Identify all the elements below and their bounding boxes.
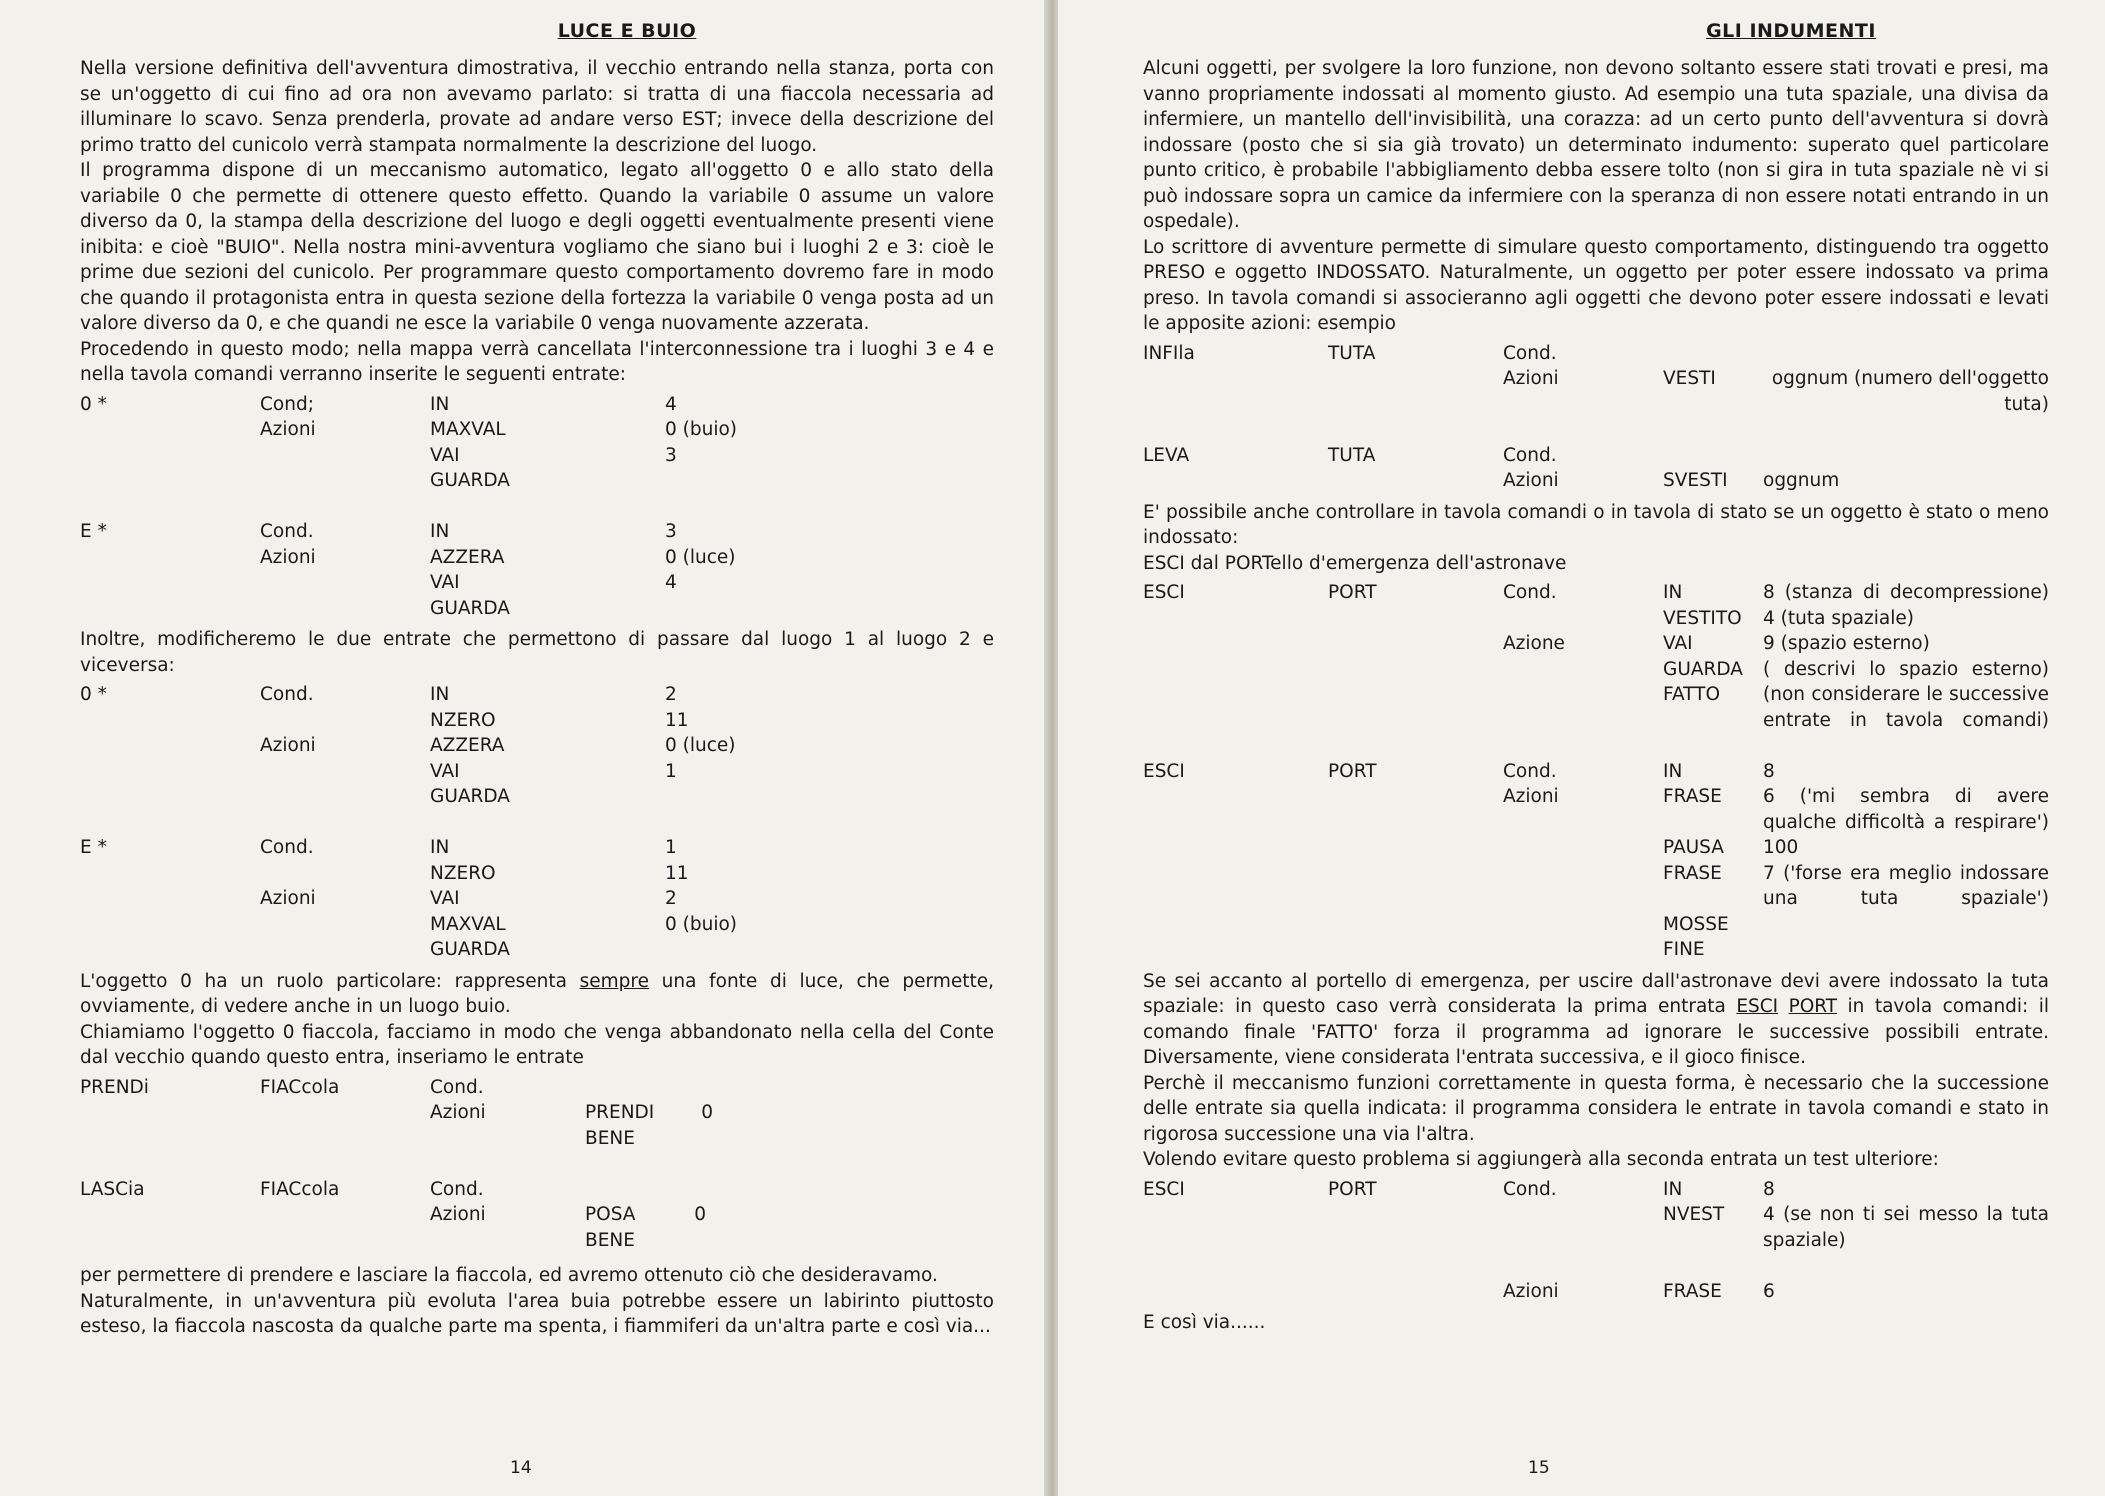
cell: [80, 1202, 260, 1228]
cell: 9 (spazio esterno): [1763, 633, 1930, 654]
cell: Cond.: [1503, 444, 1557, 466]
cell: Azioni: [260, 888, 316, 909]
cell: [1503, 835, 1663, 861]
cell: 6 ('mi sembra di avere qualche difficoltà a respirare'): [1763, 786, 2049, 833]
cell: [260, 1126, 430, 1152]
paragraph: E così via......: [1143, 1312, 1266, 1333]
cell: 3: [665, 444, 677, 466]
cell: IN: [1663, 1178, 1683, 1200]
cell: Cond.: [1503, 342, 1557, 364]
cell: PRENDi: [80, 1076, 149, 1098]
cell: [260, 596, 430, 622]
cell: ESCI: [1143, 582, 1185, 603]
cell: 0 (luce): [665, 735, 736, 756]
paragraph: [1143, 969, 2049, 1071]
cell: Azioni: [1503, 786, 1559, 807]
cell: [1143, 937, 1328, 963]
cell: IN: [1663, 582, 1683, 603]
cell: AZZERA: [430, 735, 505, 756]
cell: [1763, 341, 2049, 367]
cell: AZZERA: [430, 546, 505, 568]
cell: [260, 443, 430, 469]
cell: VAI: [1663, 633, 1693, 654]
page-number: 14: [510, 1458, 532, 1478]
cell: [80, 733, 260, 759]
cell: ( descrivi lo spazio esterno): [1763, 658, 2049, 680]
cell: [80, 784, 260, 810]
cell: (non considerare le successive entrate in tavola comandi): [1763, 684, 2049, 731]
cell: [665, 784, 994, 810]
cell: [80, 861, 260, 887]
cell: [1143, 682, 1328, 708]
cell: E *: [80, 837, 107, 858]
cell: Cond.: [260, 684, 314, 705]
cell: [1328, 657, 1503, 683]
cell: PORT: [1328, 582, 1377, 603]
cell: SVESTI: [1663, 470, 1728, 491]
cell: [1763, 443, 2049, 469]
cell: 0 (luce): [665, 546, 736, 568]
cell: VAI: [430, 760, 460, 782]
cell: [1328, 912, 1503, 938]
cell: Cond.: [430, 1076, 484, 1098]
cell: 100: [1763, 837, 1799, 858]
cell: Cond.: [430, 1178, 484, 1200]
cell: FRASE: [1663, 862, 1722, 884]
cell: [260, 784, 430, 810]
cell: [1328, 937, 1503, 963]
cell: [665, 468, 994, 494]
cell: Azioni: [260, 419, 316, 440]
cell: PRENDI 0: [585, 1102, 714, 1123]
cell: FIACcola: [260, 1178, 340, 1200]
cell: VAI: [430, 888, 460, 909]
cell: [1328, 835, 1503, 861]
cell: [80, 937, 260, 963]
cell: [585, 1075, 994, 1101]
cell: [1763, 937, 2049, 963]
cell: 4: [665, 572, 677, 593]
page-body: [80, 627, 994, 678]
cell: Cond.: [1503, 582, 1557, 603]
cell: IN: [430, 837, 450, 858]
cell: [80, 1100, 260, 1126]
page-title: GLI INDUMENTI: [1706, 20, 1876, 42]
cell: Azioni: [430, 1204, 486, 1225]
cell: 0 (buio): [665, 419, 738, 440]
cell: IN: [430, 393, 450, 415]
cell: [1143, 861, 1328, 887]
cell: NZERO: [430, 862, 496, 884]
cell: [260, 708, 430, 734]
cell: [585, 1177, 994, 1203]
cell: [260, 468, 430, 494]
cell: 0 (buio): [665, 913, 738, 935]
cell: oggnum (numero dell'oggetto tuta): [1771, 368, 2049, 415]
cell: [1503, 1202, 1663, 1228]
page-body: [80, 1263, 994, 1340]
underlined-word: sempre: [579, 970, 650, 992]
cell: PAUSA: [1663, 837, 1724, 858]
cell: 8: [1763, 760, 1775, 782]
cell: 4 (se non ti sei messo la tuta spaziale): [1763, 1204, 2049, 1251]
paragraph: Naturalmente, in un'avventura più evoluta l'area buia potrebbe essere un labirinto piuttosto esteso, la fiaccola nascosta da qualche parte ma spenta, i fiammiferi da un'altra parte e così via...: [80, 1290, 994, 1337]
cell: Azioni: [430, 1102, 486, 1123]
cell: MAXVAL: [430, 419, 506, 440]
paragraph: Chiamiamo l'oggetto 0 fiaccola, facciamo in modo che venga abbandonato nella cella del Conte dal vecchio quando questo entra, inseriamo le entrate: [80, 1021, 994, 1068]
cell: TUTA: [1328, 444, 1376, 466]
cell: ESCI: [1143, 1178, 1185, 1200]
underlined-word: PORT: [1788, 996, 1838, 1017]
cell: VAI: [430, 444, 460, 466]
cell: [1143, 366, 1328, 392]
cell: [1503, 937, 1663, 963]
cell: 7 ('forse era meglio indossare una tuta spaziale'): [1763, 862, 2049, 909]
cell: [1143, 1279, 1328, 1305]
cell: [1328, 784, 1503, 810]
cell: [80, 417, 260, 443]
cell: GUARDA: [430, 597, 510, 619]
cell: [1328, 606, 1503, 632]
paragraph: Volendo evitare questo problema si aggiungerà alla seconda entrata un test ulteriore:: [1143, 1149, 1939, 1170]
cell: Azioni: [260, 546, 316, 568]
cell: [260, 912, 430, 938]
cell: [80, 1228, 260, 1254]
cell: VESTI: [1663, 368, 1716, 389]
cell: FIACcola: [260, 1076, 340, 1098]
page-body: [1143, 969, 2049, 1173]
cell: MAXVAL: [430, 913, 506, 935]
cell: [1328, 861, 1503, 887]
cell: [1328, 1202, 1503, 1228]
cell: 2: [665, 684, 677, 705]
text-run: in tavola comandi: il comando finale 'FATTO' forza il programma ad ignorare le successive possibili entrate. Diversamente, viene considerata l'entrata successiva, e il gioco finisce.: [1143, 996, 2049, 1068]
cell: PORT: [1328, 760, 1377, 782]
cell: 1: [665, 760, 677, 782]
cell: [1328, 1279, 1503, 1305]
cell: [80, 912, 260, 938]
underlined-word: ESCI: [1736, 996, 1779, 1017]
cell: [1328, 682, 1503, 708]
paragraph: [80, 969, 994, 1020]
cell: [1143, 468, 1328, 494]
cell: LEVA: [1143, 444, 1190, 466]
cell: PORT: [1328, 1178, 1377, 1200]
cell: [260, 570, 430, 596]
page-body: [1143, 500, 2049, 577]
cell: [1143, 631, 1328, 657]
cell: [430, 1228, 585, 1254]
cell: Cond.: [1503, 1178, 1557, 1200]
cell: [260, 1100, 430, 1126]
cell: [1503, 657, 1663, 683]
command-table-2: [80, 682, 994, 963]
cell: [1143, 835, 1328, 861]
cell: Azioni: [260, 735, 316, 756]
cell: [665, 937, 994, 963]
cell: [1503, 682, 1663, 708]
cell: GUARDA: [1663, 658, 1743, 680]
paragraph: Procedendo in questo modo; nella mappa verrà cancellata l'interconnessione tra i luoghi 3 e 4 e nella tavola comandi verranno inserite le seguenti entrate:: [80, 338, 994, 385]
command-table-1: [1143, 341, 2049, 494]
page-left: [0, 0, 1050, 1496]
text-run: una fonte di luce, che permette, ovviamente, di vedere anche in un luogo buio.: [80, 970, 994, 1017]
cell: Cond;: [260, 393, 314, 415]
cell: 11: [665, 709, 689, 731]
cell: [80, 886, 260, 912]
cell: 0 *: [80, 393, 107, 415]
cell: [1663, 443, 1763, 469]
cell: 2: [665, 888, 677, 909]
cell: POSA 0: [585, 1204, 707, 1225]
cell: Azioni: [1503, 368, 1559, 389]
paragraph: Lo scrittore di avventure permette di simulare questo comportamento, distinguendo tra oggetto PRESO e oggetto INDOSSATO. Naturalmente, un oggetto per poter essere indossato va prima preso. In tavola comandi si associeranno agli oggetti che devono poter essere indossati e levati le apposite azioni: esempio: [1143, 236, 2049, 334]
page-right: [1058, 0, 2105, 1496]
cell: [1663, 341, 1763, 367]
paragraph: E' possibile anche controllare in tavola comandi o in tavola di stato se un oggetto è stato o meno indossato:: [1143, 501, 2049, 548]
cell: [260, 1228, 430, 1254]
cell: MOSSE: [1663, 913, 1729, 935]
cell: [260, 1202, 430, 1228]
cell: [1328, 468, 1503, 494]
cell: 6: [1763, 1280, 1775, 1302]
cell: TUTA: [1328, 342, 1376, 364]
cell: 8 (stanza di decompressione): [1763, 582, 2049, 603]
command-table-3: [1143, 1177, 2049, 1305]
cell: INFIla: [1143, 342, 1195, 364]
page-title: LUCE E BUIO: [557, 20, 697, 42]
cell: GUARDA: [430, 939, 510, 960]
cell: oggnum: [1763, 470, 1840, 491]
cell: GUARDA: [430, 786, 510, 807]
cell: FRASE: [1663, 1280, 1722, 1302]
cell: Azione: [1503, 633, 1565, 654]
cell: [1143, 1202, 1328, 1228]
cell: [1503, 606, 1663, 632]
cell: [80, 545, 260, 571]
command-table-2: [1143, 580, 2049, 963]
cell: [1763, 912, 2049, 938]
cell: 8: [1763, 1178, 1775, 1200]
page-body: [80, 56, 994, 388]
paragraph: Nella versione definitiva dell'avventura dimostrativa, il vecchio entrando nella stanza, porta con se un'oggetto di cui fino ad ora non avevamo parlato: si tratta di una fiaccola necessaria ad illuminare lo scavo. Senza prenderla, provate ad andare verso EST; invece della descrizione del primo tratto del cunicolo verrà stampata normalmente la descrizione del luogo.: [80, 58, 994, 156]
cell: VESTITO: [1663, 607, 1742, 629]
cell: Cond.: [260, 837, 314, 858]
cell: IN: [1663, 760, 1683, 782]
page-body: [80, 969, 994, 1071]
paragraph: Alcuni oggetti, per svolgere la loro funzione, non devono soltanto essere stati trovati e presi, ma vanno propriamente indossati al momento giusto. Ad esempio una tuta spaziale, una divisa da infermiere, un mantello dell'invisibilità, una corazza: ad un certo punto dell'avventura si dovrà indossare (posto che si sia già trovato) un determinato indumento: superato quel particolare punto critico, è probabile l'abbigliamento debba essere tolto (non si gira in tuta spaziale nè vi si può indossare sopra un camice da infermiere con la speranza di non essere notati entrando in un ospedale).: [1143, 58, 2049, 232]
paragraph: Inoltre, modificheremo le due entrate che permettono di passare dal luogo 1 al luogo 2 e viceversa:: [80, 629, 994, 676]
cell: BENE: [585, 1229, 635, 1251]
page-number: 15: [1528, 1458, 1550, 1478]
cell: 4: [665, 393, 677, 415]
cell: NVEST: [1663, 1204, 1725, 1225]
cell: [80, 708, 260, 734]
page-body: [1143, 56, 2049, 337]
cell: IN: [430, 684, 450, 705]
cell: [430, 1126, 585, 1152]
cell: BENE: [585, 1127, 635, 1149]
cell: [1328, 366, 1503, 392]
cell: [1143, 606, 1328, 632]
cell: FATTO: [1663, 684, 1720, 705]
cell: LASCia: [80, 1178, 145, 1200]
cell: ESCI: [1143, 760, 1185, 782]
command-table-1: [80, 392, 994, 622]
cell: [665, 596, 994, 622]
cell: [1143, 657, 1328, 683]
cell: 1: [665, 837, 677, 858]
cell: 4 (tuta spaziale): [1763, 607, 1914, 629]
cell: GUARDA: [430, 470, 510, 491]
cell: Azioni: [1503, 470, 1559, 491]
cell: [80, 1126, 260, 1152]
cell: [1143, 912, 1328, 938]
cell: Cond.: [260, 521, 314, 542]
cell: [1328, 631, 1503, 657]
cell: [1503, 912, 1663, 938]
cell: [260, 759, 430, 785]
cell: VAI: [430, 572, 460, 593]
cell: [80, 443, 260, 469]
cell: FRASE: [1663, 786, 1722, 807]
cell: [80, 468, 260, 494]
cell: 3: [665, 521, 677, 542]
cell: NZERO: [430, 709, 496, 731]
cell: [260, 861, 430, 887]
text-run: Se sei accanto al portello di emergenza, per uscire dall'astronave devi avere indossato la tuta spaziale: in questo caso verrà considerata la prima entrata: [1143, 970, 2049, 1017]
cell: Cond.: [1503, 760, 1557, 782]
paragraph: ESCI dal PORTello d'emergenza dell'astronave: [1143, 552, 1567, 574]
cell: 0 *: [80, 684, 107, 705]
cell: [1143, 784, 1328, 810]
page-body: [1143, 1310, 2049, 1336]
command-table-3: [80, 1075, 994, 1254]
cell: [80, 759, 260, 785]
cell: [80, 596, 260, 622]
cell: 11: [665, 862, 689, 884]
paragraph: Perchè il meccanismo funzioni correttamente in questa forma, è necessario che la successione delle entrate sia quella indicata: il programma considera le entrate in tavola comandi e stato in rigorosa successione una via l'altra.: [1143, 1072, 2049, 1145]
cell: IN: [430, 521, 450, 542]
cell: E *: [80, 521, 107, 542]
cell: FINE: [1663, 939, 1705, 960]
cell: [80, 570, 260, 596]
text-run: L'oggetto 0 ha un ruolo particolare: rappresenta: [80, 970, 580, 992]
cell: [1503, 861, 1663, 887]
cell: Azioni: [1503, 1280, 1559, 1302]
paragraph: Il programma dispone di un meccanismo automatico, legato all'oggetto 0 e allo stato della variabile 0 che permette di ottenere questo effetto. Quando la variabile 0 assume un valore diverso da 0, la stampa della descrizione del luogo e degli oggetti eventualmente presenti viene inibita: e cioè "BUIO". Nella nostra mini-avventura vogliamo che siano bui i luoghi 2 e 3: cioè le prime due sezioni del cunicolo. Per programmare questo comportamento dovremo fare in modo che quando il protagonista entra in questa sezione della fortezza la variabile 0 venga posta ad un valore diverso da 0, e che quandi ne esce la variabile 0 venga nuovamente azzerata.: [80, 160, 994, 334]
paragraph: per permettere di prendere e lasciare la fiaccola, ed avremo ottenuto ciò che desideravamo.: [80, 1265, 938, 1286]
cell: [260, 937, 430, 963]
